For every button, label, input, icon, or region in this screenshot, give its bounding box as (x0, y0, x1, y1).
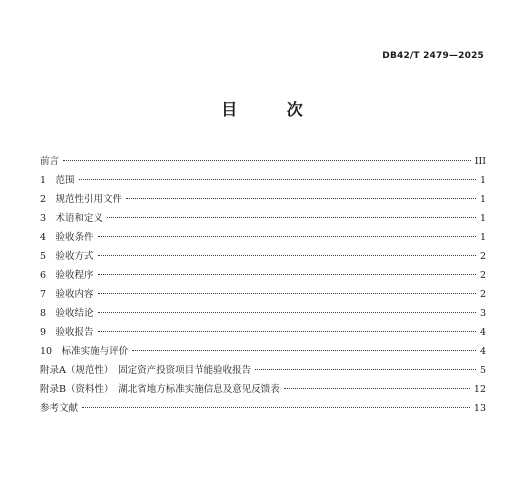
toc-leader-dots (255, 369, 476, 370)
toc-entry-page: 5 (479, 365, 486, 376)
toc-entry-label: 1 范围 (40, 175, 75, 186)
toc-entry-page: 1 (479, 213, 486, 224)
toc-leader-dots (98, 236, 476, 237)
toc-leader-dots (98, 255, 476, 256)
toc-entry-label: 6 验收程序 (40, 270, 94, 281)
toc-entry-page: 4 (479, 346, 486, 357)
toc-leader-dots (82, 407, 470, 408)
document-code: DB42/T 2479—2025 (382, 51, 484, 61)
toc-leader-dots (98, 331, 476, 332)
toc-entry-label: 4 验收条件 (40, 232, 94, 243)
toc-entry-label: 参考文献 (40, 403, 79, 414)
toc-entry-label: 附录A（规范性） 固定资产投资项目节能验收报告 (40, 365, 252, 376)
toc-leader-dots (98, 312, 476, 313)
toc-leader-dots (126, 198, 476, 199)
toc-leader-dots (63, 160, 471, 161)
toc-entry-8[interactable] (40, 304, 486, 323)
toc-entry-page: 13 (473, 403, 486, 414)
toc-entry-page: 2 (479, 289, 486, 300)
toc-entry-page: 3 (479, 308, 486, 319)
toc-entry-appendix-b[interactable] (40, 380, 486, 399)
toc-entry-label: 2 规范性引用文件 (40, 194, 123, 205)
toc-entry-label: 5 验收方式 (40, 251, 94, 262)
toc-entry-label: 7 验收内容 (40, 289, 94, 300)
toc-entry-2[interactable] (40, 190, 486, 209)
toc-entry-label: 3 术语和定义 (40, 213, 104, 224)
toc-entry-page: 1 (479, 194, 486, 205)
toc-entry-appendix-a[interactable] (40, 361, 486, 380)
toc-entry-label: 附录B（资料性） 湖北省地方标准实施信息及意见反馈表 (40, 384, 280, 395)
toc-entry-page: 1 (479, 232, 486, 243)
toc-leader-dots (132, 350, 476, 351)
toc-entry-4[interactable] (40, 228, 486, 247)
toc-title: 目 次 (221, 100, 325, 119)
toc-entry-foreword[interactable] (40, 152, 486, 171)
toc-entry-references[interactable] (40, 399, 486, 418)
toc-entry-label: 前言 (40, 156, 60, 167)
toc-entry-3[interactable] (40, 209, 486, 228)
toc-entry-label: 9 验收报告 (40, 327, 94, 338)
toc-leader-dots (284, 388, 470, 389)
toc-entry-label: 10 标准实施与评价 (40, 346, 129, 357)
toc-leader-dots (98, 293, 476, 294)
toc-entry-9[interactable] (40, 323, 486, 342)
toc-entry-page: 12 (473, 384, 486, 395)
toc-leader-dots (107, 217, 476, 218)
toc-leader-dots (79, 179, 476, 180)
toc-leader-dots (98, 274, 476, 275)
toc-entry-page: 2 (479, 251, 486, 262)
toc-entry-page: III (474, 156, 486, 167)
toc-entry-page: 2 (479, 270, 486, 281)
table-of-contents (40, 152, 486, 418)
toc-entry-page: 1 (479, 175, 486, 186)
toc-entry-label: 8 验收结论 (40, 308, 94, 319)
toc-entry-1[interactable] (40, 171, 486, 190)
toc-entry-5[interactable] (40, 247, 486, 266)
toc-entry-10[interactable] (40, 342, 486, 361)
toc-entry-6[interactable] (40, 266, 486, 285)
toc-entry-7[interactable] (40, 285, 486, 304)
toc-entry-page: 4 (479, 327, 486, 338)
